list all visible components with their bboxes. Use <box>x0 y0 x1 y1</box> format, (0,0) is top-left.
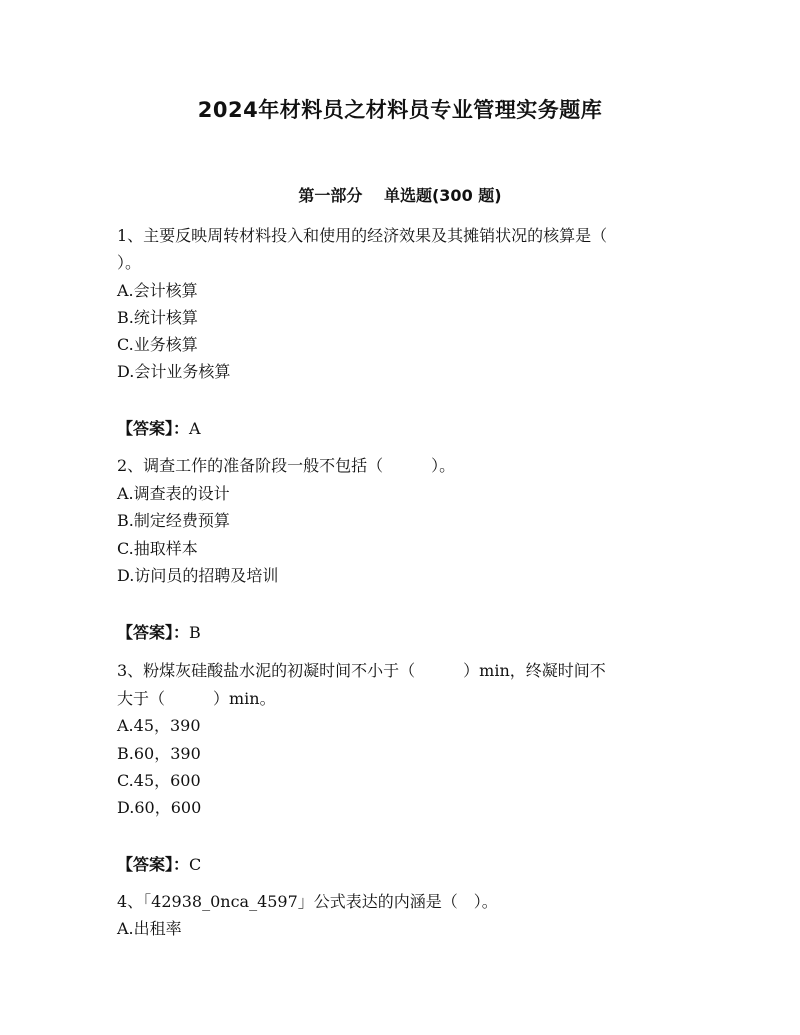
answer-label: 【答案】： <box>117 855 190 874</box>
question-1-option-c: C.业务核算 <box>117 335 198 354</box>
question-3-option-c: C.45，600 <box>117 771 201 790</box>
document-title: 2024年材料员之材料员专业管理实务题库 <box>197 98 603 122</box>
question-2-option-b: B.制定经费预算 <box>117 511 230 530</box>
answer-value: C <box>189 855 202 874</box>
question-1-option-a: A.会计核算 <box>117 281 198 300</box>
answer-label: 【答案】： <box>117 419 190 438</box>
section-part: 第一部分 <box>298 186 363 205</box>
question-2-option-a: A.调查表的设计 <box>117 484 230 503</box>
question-2-stem-line1: 2、调查工作的准备阶段一般不包括（ ）。 <box>117 456 456 475</box>
question-2-option-c: C.抽取样本 <box>117 539 198 558</box>
answer-label: 【答案】： <box>117 623 190 642</box>
answer-value: B <box>189 623 201 642</box>
section-name: 单选题(300 题) <box>383 186 502 205</box>
question-2-answer <box>117 620 201 643</box>
question-3-answer <box>117 852 201 875</box>
answer-value: A <box>189 419 201 438</box>
question-3-stem-line2: 大于（ ）min。 <box>117 689 276 708</box>
question-1-stem-line2: ）。 <box>117 253 142 272</box>
question-2-option-d: D.访问员的招聘及培训 <box>117 566 279 585</box>
question-4-stem-line1: 4、「42938_0nca_4597」公式表达的内涵是（ ）。 <box>117 892 498 911</box>
question-1-stem-line1: 1、主要反映周转材料投入和使用的经济效果及其摊销状况的核算是（ <box>117 226 608 245</box>
section-heading <box>0 183 800 206</box>
question-1-option-d: D.会计业务核算 <box>117 362 231 381</box>
question-3-stem-line1: 3、粉煤灰硅酸盐水泥的初凝时间不小于（ ）min，终凝时间不 <box>117 661 606 680</box>
question-3-option-b: B.60，390 <box>117 744 201 763</box>
question-3-option-a: A.45，390 <box>117 716 201 735</box>
question-3-option-d: D.60，600 <box>117 798 202 817</box>
question-1-option-b: B.统计核算 <box>117 308 198 327</box>
question-1-answer <box>117 416 201 439</box>
question-4-option-a: A.出租率 <box>117 919 182 938</box>
